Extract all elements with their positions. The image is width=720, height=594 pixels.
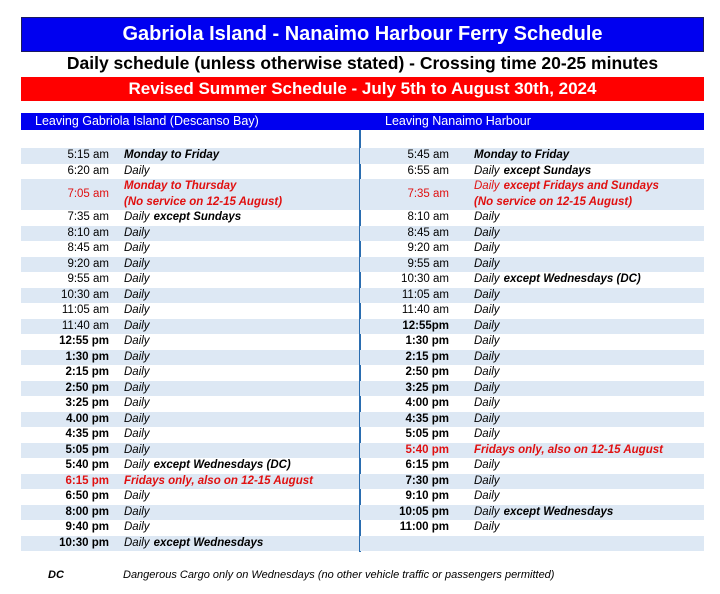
departure-time: 11:40 am bbox=[401, 304, 449, 316]
departure-time: 7:35 am bbox=[67, 211, 109, 223]
schedule-row bbox=[360, 412, 704, 428]
schedule-title: Gabriola Island - Nanaimo Harbour Ferry Schedule bbox=[21, 17, 704, 52]
service-note bbox=[474, 396, 500, 412]
schedule-row bbox=[21, 210, 359, 226]
service-days: Daily bbox=[124, 521, 150, 533]
service-note bbox=[474, 427, 500, 443]
service-note bbox=[124, 381, 150, 397]
departure-time: 10:05 pm bbox=[399, 505, 449, 518]
service-days: Daily bbox=[124, 304, 150, 316]
service-days: Daily bbox=[474, 273, 500, 285]
departure-time: 3:25 pm bbox=[65, 397, 109, 409]
departure-time: 2:15 pm bbox=[65, 366, 109, 378]
service-note bbox=[474, 179, 659, 210]
gabriola-departures bbox=[21, 148, 359, 551]
service-note bbox=[124, 288, 150, 304]
departure-time: 6:55 am bbox=[407, 164, 449, 177]
service-days: Monday to Thursday bbox=[124, 180, 237, 192]
schedule-row bbox=[360, 319, 704, 335]
service-note bbox=[124, 350, 150, 366]
service-exception: except Wednesdays bbox=[503, 505, 614, 518]
service-days: Daily bbox=[474, 257, 500, 270]
nanaimo-departures bbox=[360, 148, 704, 551]
schedule-row bbox=[21, 443, 359, 459]
schedule-row bbox=[21, 334, 359, 350]
departure-time: 9:20 am bbox=[407, 242, 449, 254]
service-note bbox=[474, 381, 500, 397]
service-note bbox=[124, 226, 150, 242]
column-header-bar bbox=[21, 113, 704, 130]
service-days: Daily bbox=[124, 412, 150, 425]
schedule-row bbox=[21, 520, 359, 536]
service-note bbox=[124, 257, 150, 273]
service-note bbox=[474, 489, 500, 505]
schedule-subtitle: Daily schedule (unless otherwise stated) - Crossing time 20-25 minutes bbox=[66, 53, 659, 73]
schedule-row bbox=[360, 257, 704, 273]
service-days: Daily bbox=[124, 381, 150, 394]
service-note bbox=[124, 164, 150, 180]
service-days: Fridays only, also on 12-15 August bbox=[474, 443, 663, 456]
schedule-row bbox=[21, 164, 359, 180]
departure-time: 8:00 pm bbox=[65, 505, 109, 518]
schedule-row bbox=[360, 334, 704, 350]
service-days: Daily bbox=[474, 521, 500, 533]
service-days: Daily bbox=[474, 288, 500, 301]
departure-time: 6:15 pm bbox=[405, 459, 449, 471]
schedule-row bbox=[360, 241, 704, 257]
departure-time: 5:05 pm bbox=[65, 443, 109, 456]
service-note bbox=[124, 458, 291, 474]
footnote-description: Dangerous Cargo only on Wednesdays (no other vehicle traffic or passengers permitted) bbox=[123, 569, 555, 581]
departure-time: 4:35 pm bbox=[65, 428, 109, 440]
schedule-row bbox=[21, 427, 359, 443]
service-days: Daily bbox=[474, 180, 500, 192]
service-note bbox=[124, 241, 150, 257]
service-note bbox=[124, 334, 150, 350]
service-days: Daily bbox=[124, 505, 150, 518]
schedule-row bbox=[21, 474, 359, 490]
service-exception-note: (No service on 12-15 August) bbox=[474, 195, 633, 208]
schedule-row bbox=[21, 272, 359, 288]
schedule-row bbox=[21, 226, 359, 242]
service-note bbox=[124, 489, 150, 505]
service-note bbox=[124, 272, 150, 288]
service-note bbox=[124, 319, 150, 335]
departure-time: 8:45 am bbox=[407, 226, 449, 239]
service-days: Daily bbox=[474, 350, 500, 363]
service-days: Daily bbox=[474, 319, 500, 332]
departure-time: 5:40 pm bbox=[405, 443, 449, 456]
departure-time: 10:30 pm bbox=[59, 536, 109, 549]
schedule-row bbox=[360, 272, 704, 288]
service-note bbox=[124, 536, 263, 552]
departure-time: 12:55 pm bbox=[59, 335, 109, 347]
departure-time: 9:20 am bbox=[67, 257, 109, 270]
service-days: Daily bbox=[124, 443, 150, 456]
schedule-row bbox=[21, 536, 359, 552]
service-days: Daily bbox=[474, 397, 500, 409]
service-note bbox=[474, 303, 500, 319]
service-days: Daily bbox=[124, 335, 150, 347]
service-note bbox=[124, 179, 282, 210]
service-days: Daily bbox=[474, 459, 500, 471]
schedule-row bbox=[21, 288, 359, 304]
service-days: Daily bbox=[124, 273, 150, 285]
schedule-row bbox=[21, 365, 359, 381]
schedule-row bbox=[21, 396, 359, 412]
service-note bbox=[474, 164, 591, 180]
service-note bbox=[474, 520, 500, 536]
departure-time: 5:15 am bbox=[67, 149, 109, 161]
service-note bbox=[474, 319, 500, 335]
schedule-row bbox=[360, 443, 704, 459]
schedule-row bbox=[21, 241, 359, 257]
service-note bbox=[124, 365, 150, 381]
schedule-row bbox=[21, 303, 359, 319]
departure-time: 11:40 am bbox=[61, 319, 109, 332]
service-days: Daily bbox=[474, 505, 500, 518]
departure-time: 9:10 pm bbox=[405, 490, 449, 502]
departure-time: 2:50 pm bbox=[65, 381, 109, 394]
departure-time: 10:30 am bbox=[401, 273, 449, 285]
service-exception: except Sundays bbox=[153, 211, 242, 223]
service-note bbox=[124, 396, 150, 412]
schedule-row bbox=[360, 350, 704, 366]
schedule-row bbox=[360, 458, 704, 474]
service-note bbox=[474, 148, 569, 164]
departure-time: 2:15 pm bbox=[405, 350, 449, 363]
service-note bbox=[474, 210, 500, 226]
service-days: Daily bbox=[474, 335, 500, 347]
schedule-row bbox=[360, 179, 704, 210]
schedule-row bbox=[360, 210, 704, 226]
schedule-row bbox=[21, 319, 359, 335]
schedule-row bbox=[21, 350, 359, 366]
service-note bbox=[124, 443, 150, 459]
schedule-row bbox=[21, 412, 359, 428]
departure-time: 5:05 pm bbox=[405, 428, 449, 440]
schedule-row bbox=[360, 226, 704, 242]
schedule-row bbox=[360, 474, 704, 490]
departure-time: 7:35 am bbox=[407, 188, 449, 200]
departure-time: 8:10 am bbox=[407, 211, 449, 223]
departure-time: 4:35 pm bbox=[405, 412, 449, 425]
departure-time: 9:55 am bbox=[407, 257, 449, 270]
service-note bbox=[474, 412, 500, 428]
schedule-row bbox=[21, 505, 359, 521]
service-days: Daily bbox=[474, 412, 500, 425]
departure-time: 2:50 pm bbox=[405, 366, 449, 378]
departure-time: 10:30 am bbox=[61, 288, 109, 301]
schedule-row bbox=[360, 381, 704, 397]
schedule-row bbox=[21, 179, 359, 210]
service-days: Daily bbox=[124, 428, 150, 440]
service-days: Daily bbox=[474, 226, 500, 239]
service-days: Daily bbox=[124, 226, 150, 239]
left-column-title: Leaving Gabriola Island (Descanso Bay) bbox=[35, 114, 259, 128]
service-note bbox=[474, 257, 500, 273]
service-note bbox=[124, 505, 150, 521]
departure-time: 9:40 pm bbox=[65, 521, 109, 533]
schedule-row bbox=[360, 396, 704, 412]
service-note bbox=[474, 241, 500, 257]
departure-time: 6:50 pm bbox=[65, 490, 109, 502]
service-days: Daily bbox=[124, 242, 150, 254]
schedule-row bbox=[360, 427, 704, 443]
service-exception: except Wednesdays (DC) bbox=[503, 273, 641, 285]
service-note bbox=[474, 365, 500, 381]
departure-time: 6:20 am bbox=[67, 164, 109, 177]
departure-time: 8:10 am bbox=[67, 226, 109, 239]
schedule-row bbox=[360, 489, 704, 505]
departure-time: 11:05 am bbox=[61, 304, 109, 316]
service-days: Daily bbox=[124, 211, 150, 223]
service-note bbox=[124, 474, 313, 490]
departure-time: 3:25 pm bbox=[405, 381, 449, 394]
service-exception-note: (No service on 12-15 August) bbox=[124, 195, 283, 208]
schedule-row bbox=[21, 148, 359, 164]
schedule-row bbox=[360, 520, 704, 536]
service-days: Daily bbox=[474, 474, 500, 487]
departure-time: 5:45 am bbox=[407, 149, 449, 161]
departure-time: 9:55 am bbox=[67, 273, 109, 285]
schedule-row bbox=[21, 381, 359, 397]
service-days: Daily bbox=[474, 428, 500, 440]
departure-time: 6:15 pm bbox=[65, 474, 109, 487]
schedule-row bbox=[360, 288, 704, 304]
departure-time: 7:05 am bbox=[67, 188, 109, 200]
departure-time: 1:30 pm bbox=[405, 335, 449, 347]
service-note bbox=[124, 148, 219, 164]
service-note bbox=[474, 272, 641, 288]
service-note bbox=[124, 412, 150, 428]
right-column-title: Leaving Nanaimo Harbour bbox=[385, 114, 531, 128]
service-days: Daily bbox=[124, 164, 150, 177]
service-days: Daily bbox=[474, 164, 500, 177]
schedule-row bbox=[21, 257, 359, 273]
service-exception: except Wednesdays bbox=[153, 536, 264, 549]
service-days: Daily bbox=[124, 319, 150, 332]
service-note bbox=[474, 505, 613, 521]
departure-time: 11:05 am bbox=[401, 288, 449, 301]
service-days: Daily bbox=[474, 211, 500, 223]
service-exception: except Sundays bbox=[503, 164, 592, 177]
schedule-row bbox=[360, 505, 704, 521]
departure-time: 4.00 pm bbox=[66, 412, 109, 425]
service-exception: except Wednesdays (DC) bbox=[153, 459, 291, 471]
service-note bbox=[474, 288, 500, 304]
service-note bbox=[474, 443, 663, 459]
service-days: Daily bbox=[124, 397, 150, 409]
footnote-code: DC bbox=[48, 569, 64, 581]
service-days: Daily bbox=[474, 366, 500, 378]
service-note bbox=[474, 458, 500, 474]
service-days: Daily bbox=[124, 459, 150, 471]
service-note bbox=[474, 350, 500, 366]
service-days: Daily bbox=[474, 381, 500, 394]
service-note bbox=[124, 303, 150, 319]
service-note bbox=[474, 474, 500, 490]
departure-time: 4:00 pm bbox=[405, 397, 449, 409]
schedule-row bbox=[21, 489, 359, 505]
schedule-row bbox=[360, 536, 704, 552]
service-days: Daily bbox=[124, 490, 150, 502]
service-days: Daily bbox=[124, 288, 150, 301]
departure-time: 7:30 pm bbox=[405, 474, 449, 487]
departure-time: 11:00 pm bbox=[399, 521, 449, 533]
service-days: Daily bbox=[124, 350, 150, 363]
service-note bbox=[474, 334, 500, 350]
service-days: Daily bbox=[124, 366, 150, 378]
schedule-row bbox=[21, 458, 359, 474]
departure-time: 12:55pm bbox=[402, 319, 449, 332]
service-note bbox=[474, 226, 500, 242]
service-days: Daily bbox=[474, 490, 500, 502]
service-note bbox=[124, 427, 150, 443]
schedule-row bbox=[360, 365, 704, 381]
service-days: Monday to Friday bbox=[474, 149, 570, 161]
service-days: Daily bbox=[474, 304, 500, 316]
departure-time: 1:30 pm bbox=[65, 350, 109, 363]
service-days: Daily bbox=[124, 257, 150, 270]
service-days: Monday to Friday bbox=[124, 149, 220, 161]
schedule-row bbox=[360, 164, 704, 180]
service-days: Fridays only, also on 12-15 August bbox=[124, 474, 313, 487]
departure-time: 5:40 pm bbox=[65, 459, 109, 471]
schedule-row bbox=[360, 148, 704, 164]
service-days: Daily bbox=[124, 536, 150, 549]
service-note bbox=[124, 520, 150, 536]
schedule-row bbox=[360, 303, 704, 319]
departure-time: 8:45 am bbox=[67, 242, 109, 254]
revised-schedule-banner: Revised Summer Schedule - July 5th to August 30th, 2024 bbox=[21, 77, 704, 101]
service-note bbox=[124, 210, 241, 226]
service-exception: except Fridays and Sundays bbox=[503, 180, 659, 192]
service-days: Daily bbox=[474, 242, 500, 254]
